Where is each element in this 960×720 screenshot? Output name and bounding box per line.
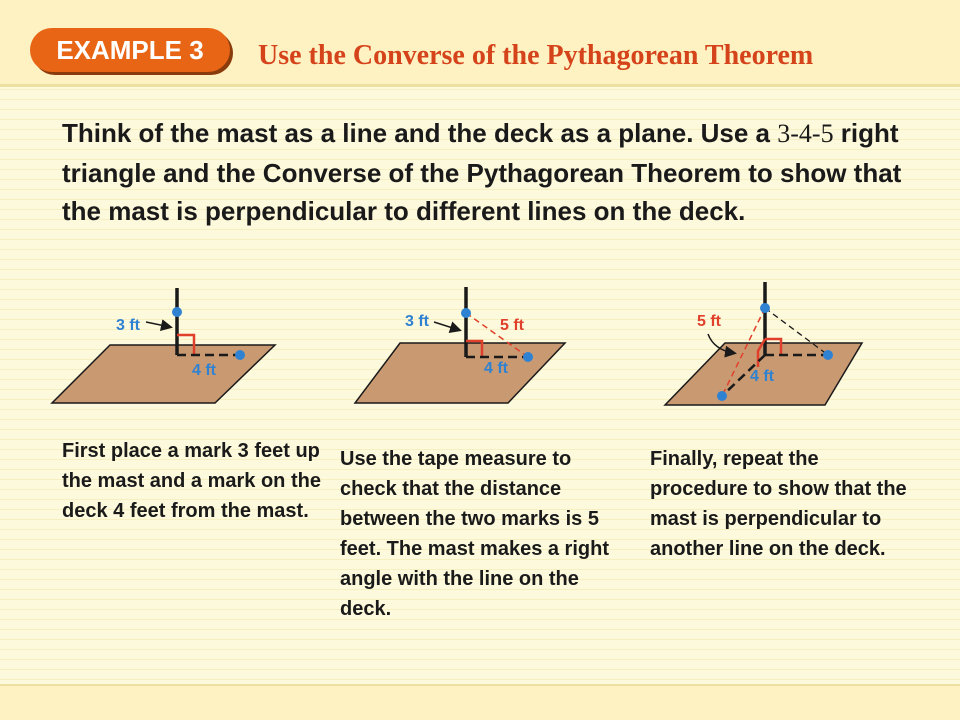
figure-1	[52, 288, 275, 403]
deck-mark	[523, 352, 533, 362]
mast-mark	[760, 303, 770, 313]
mast-mark	[461, 308, 471, 318]
figure-3	[665, 282, 862, 405]
intro-text-2: right triangle and the Converse of the Pythagorean Theorem to show that the mast is perpendicular to different lines on the deck.	[62, 118, 902, 226]
label-tape: 5 ft	[500, 317, 524, 334]
intro-numbers: 3-4-5	[777, 119, 834, 148]
label-deck: 4 ft	[750, 368, 774, 385]
step-3-text: Finally, repeat the procedure to show that the mast is perpendicular to another line on the deck.	[650, 448, 907, 560]
footer-band	[0, 684, 960, 720]
deck-mark-2	[717, 391, 727, 401]
step-2-text: Use the tape measure to check that the distance between the two marks is 5 feet. The mast makes a right angle with the line on the deck.	[340, 448, 609, 620]
intro-text-1: Think of the mast as a line and the deck as a plane. Use a	[62, 118, 778, 148]
example-badge: EXAMPLE 3	[30, 28, 230, 72]
page-title: Use the Converse of the Pythagorean Theorem	[258, 40, 814, 71]
label-mast: 3 ft	[405, 313, 429, 330]
deck-mark	[823, 350, 833, 360]
label-mast: 3 ft	[116, 317, 140, 334]
mast-mark	[172, 307, 182, 317]
step-1-text: First place a mark 3 feet up the mast and a mark on the deck 4 feet from the mast.	[62, 440, 321, 522]
pointer-arrow	[146, 322, 170, 327]
label-deck: 4 ft	[192, 362, 216, 379]
label-deck: 4 ft	[484, 360, 508, 377]
deck-plane	[355, 343, 565, 403]
figure-2	[355, 287, 565, 403]
label-tape: 5 ft	[697, 313, 721, 330]
pointer-arrow	[434, 322, 459, 330]
deck-mark	[235, 350, 245, 360]
